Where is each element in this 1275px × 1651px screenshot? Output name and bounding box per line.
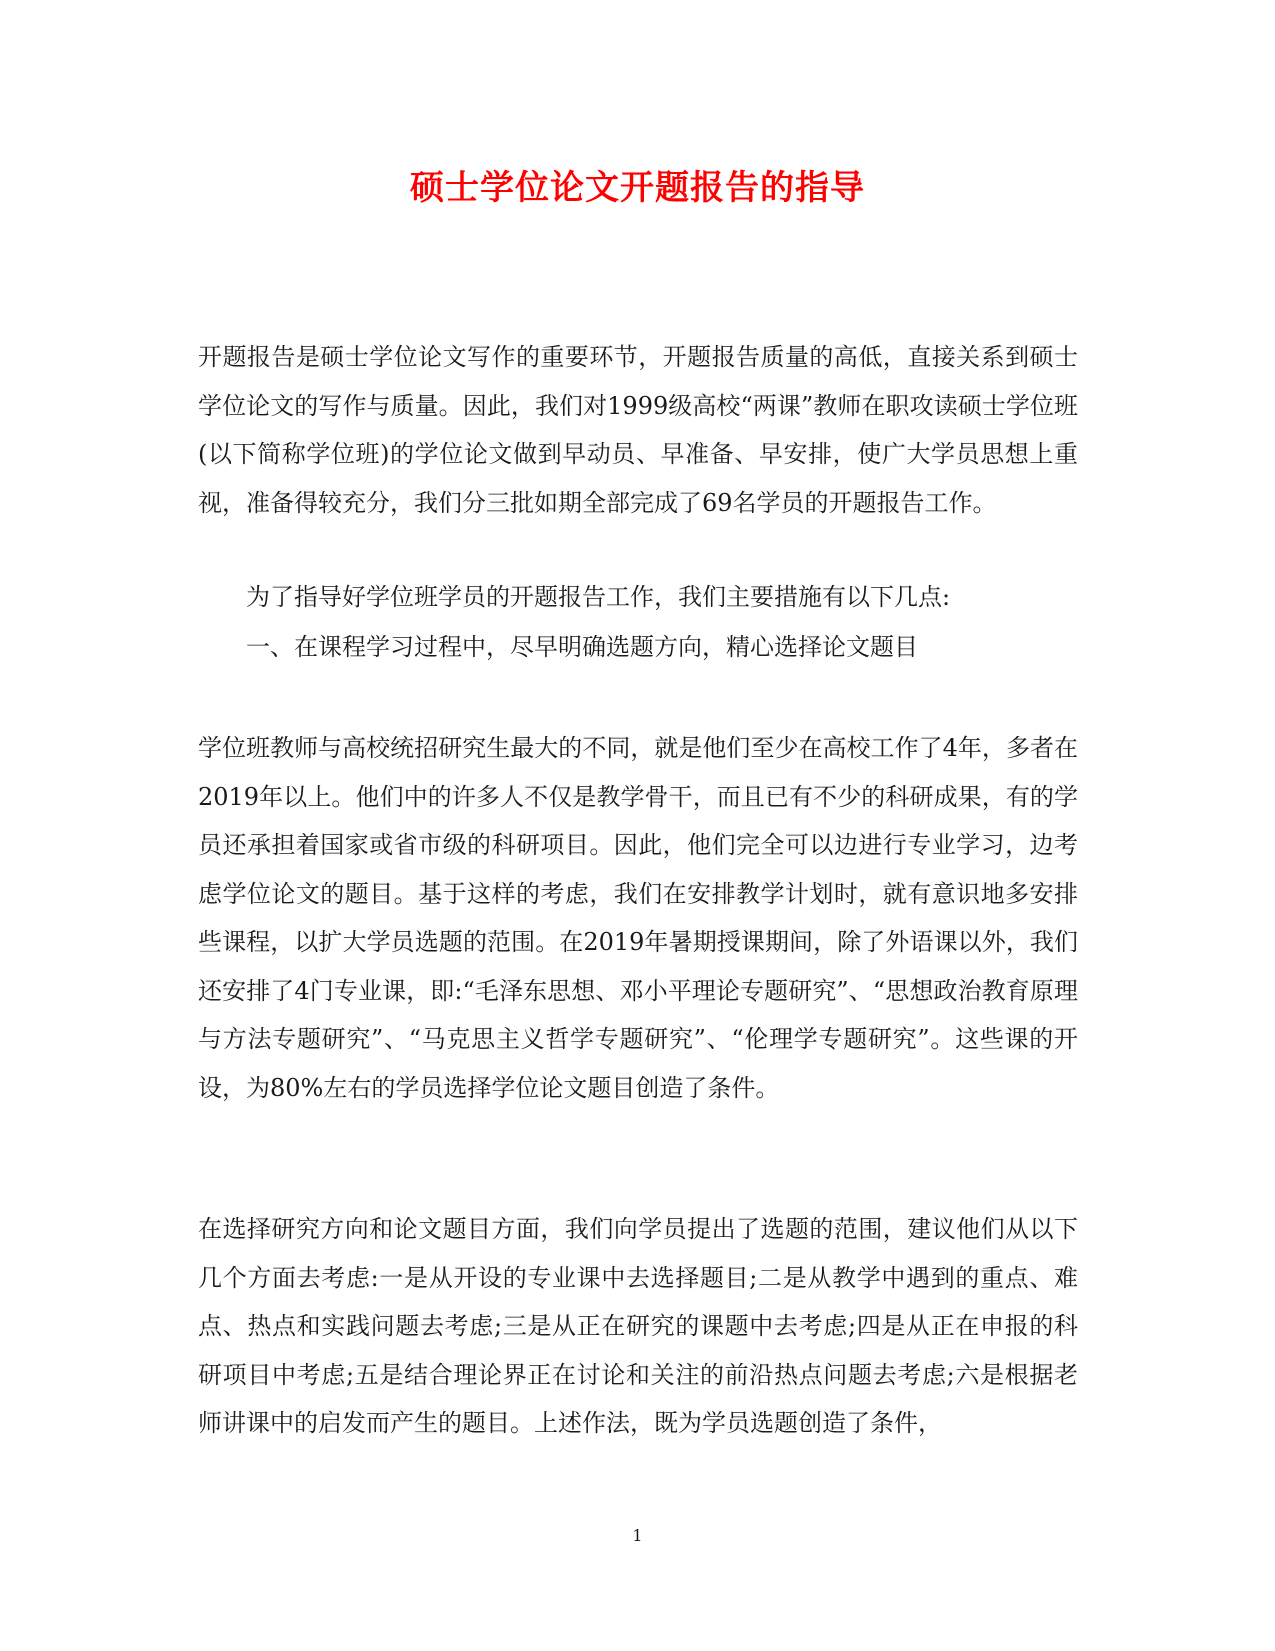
document-title: 硕士学位论文开题报告的指导	[410, 168, 865, 208]
paragraph-measures-intro: 为了指导好学位班学员的开题报告工作，我们主要措施有以下几点:	[246, 583, 951, 611]
page-number: 1	[632, 1526, 643, 1545]
paragraph-intro: 开题报告是硕士学位论文写作的重要环节，开题报告质量的高低，直接关系到硕士学位论文的写作与质量。因此，我们对1999级高校“两课”教师在职攻读硕士学位班(以下简称学位班)的学位论文做到早动员、早准备、早安排，使广大学员思想上重视，准备得较充分，我们分三批如期全部完成了69名学员的开题报告工作。	[198, 343, 1078, 517]
paragraph-students-background: 学位班教师与高校统招研究生最大的不同，就是他们至少在高校工作了4年，多者在2019年以上。他们中的许多人不仅是教学骨干，而且已有不少的科研成果，有的学员还承担着国家或省市级的科研项目。因此，他们完全可以边进行专业学习，边考虑学位论文的题目。基于这样的考虑，我们在安排教学计划时，就有意识地多安排些课程，以扩大学员选题的范围。在2019年暑期授课期间，除了外语课以外，我们还安排了4门专业课，即:“毛泽东思想、邓小平理论专题研究”、“思想政治教育原理与方法专题研究”、“马克思主义哲学专题研究”、“伦理学专题研究”。这些课的开设，为80%左右的学员选择学位论文题目创造了条件。	[198, 734, 1078, 1102]
section-heading-one: 一、在课程学习过程中，尽早明确选题方向，精心选择论文题目	[246, 633, 918, 661]
paragraph-topic-selection: 在选择研究方向和论文题目方面，我们向学员提出了选题的范围，建议他们从以下几个方面去考虑:一是从开设的专业课中去选择题目;二是从教学中遇到的重点、难点、热点和实践问题去考虑;三是从正在研究的课题中去考虑;四是从正在申报的科研项目中考虑;五是结合理论界正在讨论和关注的前沿热点问题去考虑;六是根据老师讲课中的启发而产生的题目。上述作法，既为学员选题创造了条件，	[198, 1215, 1078, 1437]
